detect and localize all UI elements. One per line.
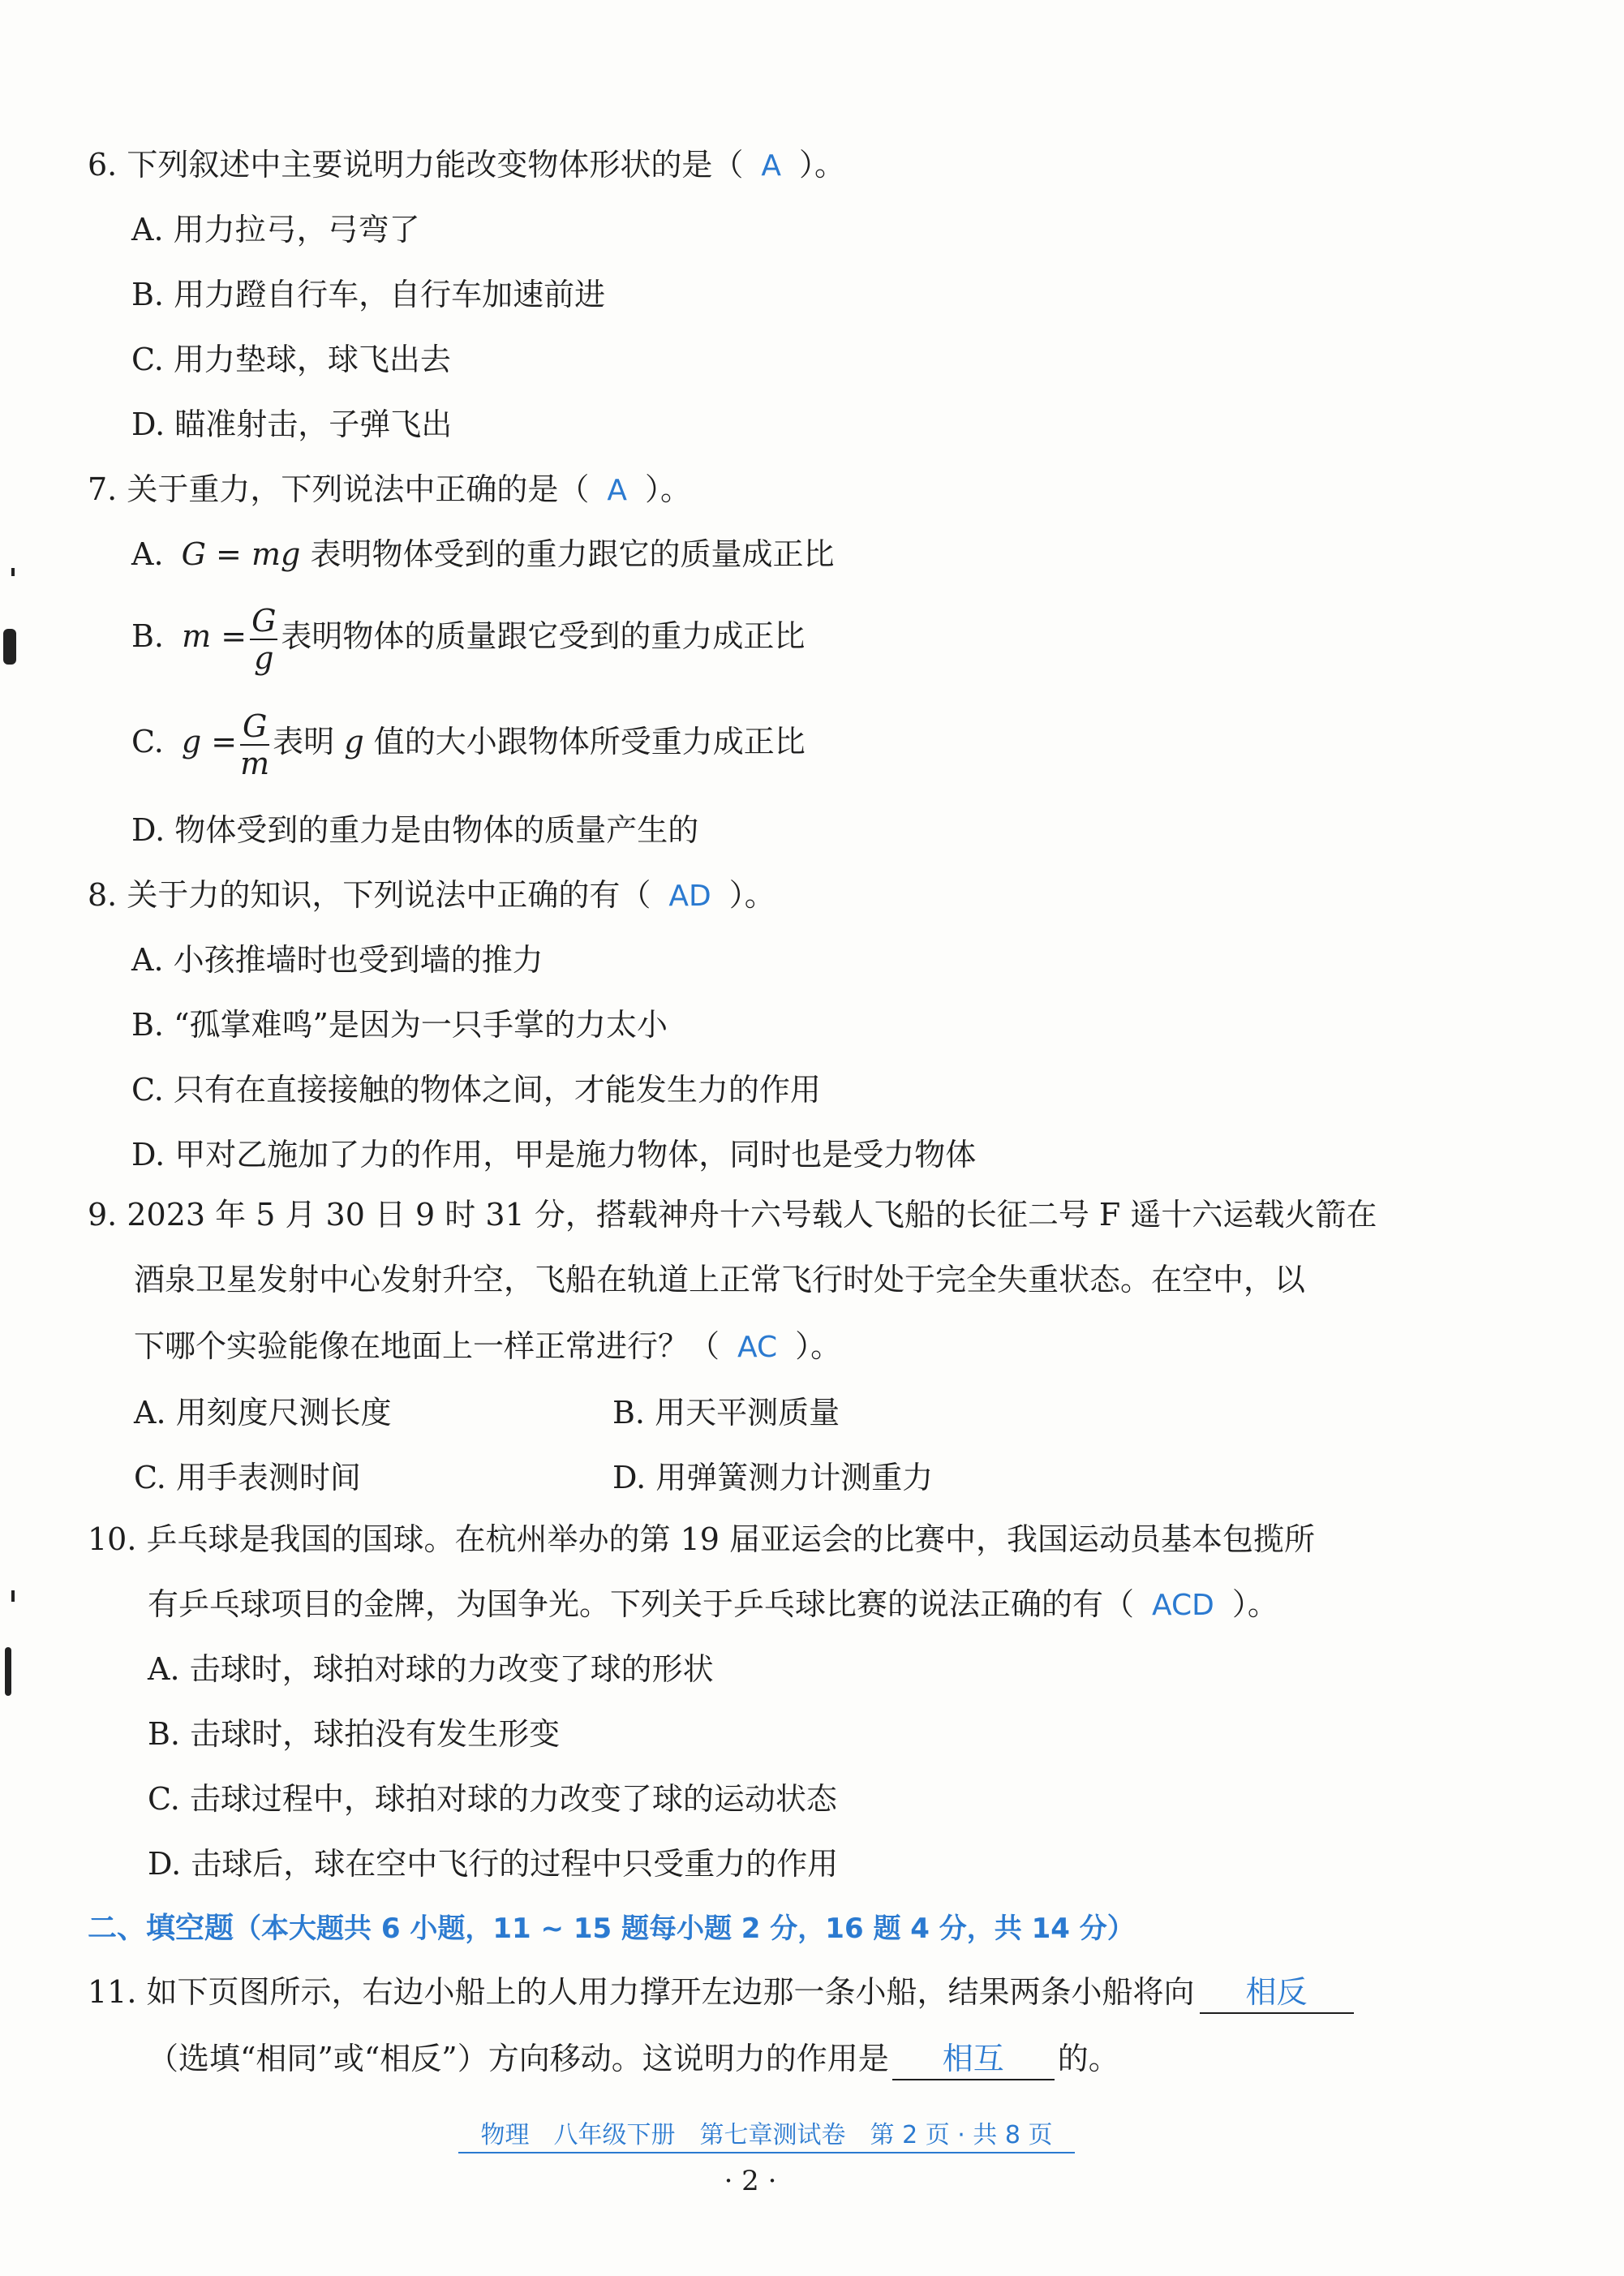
formula-g-mg: G = mg [181,536,301,572]
answer-blank-1: 相反 [1200,1972,1354,2014]
question-6-option-d: D. 瞄准射击，子弹飞出 [131,407,453,442]
question-10-close: ）。 [1231,1586,1278,1622]
denominator: m [240,745,270,781]
question-8-option-b: B. “孤掌难鸣”是因为一只手掌的力太小 [131,1007,668,1043]
question-9-answer: AC [737,1331,778,1364]
question-8-option-a: A. 小孩推墙时也受到墙的推力 [131,942,543,978]
question-10-answer: ACD [1152,1589,1214,1622]
question-9-line3 [134,1326,841,1368]
question-6-answer: A [761,149,781,183]
question-9-line1: 9. 2023 年 5 月 30 日 9 时 31 分，搭载神舟十六号载人飞船的长征二号 F 遥十六运载火箭在 [88,1197,1377,1233]
scan-mark [11,1590,15,1602]
question-6-close: ）。 [798,147,845,183]
numerator: G [240,708,269,746]
question-11-text3: 的。 [1057,2041,1119,2076]
formula-lhs-m: m = [182,618,247,654]
variable-g: g [344,724,364,759]
fraction-g-over-m [240,708,269,781]
fraction-g-over-g [250,603,277,676]
option-b-text: 表明物体的质量跟它受到的重力成正比 [281,618,806,654]
question-7-answer: A [607,474,627,507]
question-11-line1 [88,1972,1354,2014]
option-a-label: A. [131,536,164,572]
option-c-label: C. [131,724,164,759]
question-8-stem [88,875,775,917]
question-7-option-d: D. 物体受到的重力是由物体的质量产生的 [131,812,699,848]
scan-mark [3,629,16,665]
question-10-line1: 10. 乒乓球是我国的国球。在杭州举办的第 19 届亚运会的比赛中，我国运动员基本包揽所 [88,1521,1316,1557]
option-a-text: 表明物体受到的重力跟它的质量成正比 [310,536,835,572]
question-6-text: 6. 下列叙述中主要说明力能改变物体形状的是（ [88,147,744,183]
question-7-close: ）。 [644,471,691,507]
scan-mark [11,568,15,576]
question-7-option-b [131,600,805,676]
formula-lhs-g: g = [181,724,238,759]
question-8-option-c: C. 只有在直接接触的物体之间，才能发生力的作用 [131,1072,821,1108]
question-7-option-c [131,706,806,781]
question-9-option-d: D. 用弹簧测力计测重力 [612,1460,934,1495]
question-10-option-a: A. 击球时，球拍对球的力改变了球的形状 [148,1651,714,1687]
question-6-option-a: A. 用力拉弓，弓弯了 [131,212,420,247]
page-number: · 2 · [724,2165,777,2197]
denominator: g [254,639,274,676]
page-footer: 物理 八年级下册 第七章测试卷 第 2 页 · 共 8 页 [458,2115,1075,2153]
question-6-option-b: B. 用力蹬自行车，自行车加速前进 [131,277,606,312]
section-2-title: 二、填空题 [88,1912,234,1945]
question-8-close: ）。 [728,877,775,913]
question-10-option-b: B. 击球时，球拍没有发生形变 [148,1716,561,1752]
question-10-option-c: C. 击球过程中，球拍对球的力改变了球的运动状态 [148,1781,837,1817]
scan-mark [5,1647,11,1696]
question-10-option-d: D. 击球后，球在空中飞行的过程中只受重力的作用 [148,1846,839,1882]
question-6-stem [88,144,845,187]
question-9-close: ）。 [795,1328,842,1364]
question-7-stem [88,469,691,511]
question-9-option-a: A. 用刻度尺测长度 [134,1395,392,1431]
question-10-line2 [148,1584,1278,1626]
question-11-line2 [148,2038,1119,2080]
question-7-text: 7. 关于重力，下列说法中正确的是（ [88,471,590,507]
numerator: G [251,602,277,639]
option-c-text1: 表明 [273,724,335,759]
question-8-option-d: D. 甲对乙施加了力的作用，甲是施力物体，同时也是受力物体 [131,1137,977,1172]
question-6-option-c: C. 用力垫球，球飞出去 [131,342,451,377]
section-2-note: （本大题共 6 小题，11 ~ 15 题每小题 2 分，16 题 4 分，共 14 分） [234,1912,1135,1945]
option-b-label: B. [131,618,165,654]
question-10-text: 有乒乓球项目的金牌，为国争光。下列关于乒乓球比赛的说法正确的有（ [148,1586,1135,1622]
question-9-option-c: C. 用手表测时间 [134,1460,361,1495]
question-7-option-a [131,534,834,574]
section-2-heading [88,1907,1135,1949]
question-9-line2: 酒泉卫星发射中心发射升空，飞船在轨道上正常飞行时处于完全失重状态。在空中，以 [134,1262,1306,1297]
question-9-text: 下哪个实验能像在地面上一样正常进行？（ [134,1328,720,1364]
question-8-answer: AD [668,880,711,913]
question-8-text: 8. 关于力的知识，下列说法中正确的有（ [88,877,651,913]
option-c-text2: 值的大小跟物体所受重力成正比 [373,724,806,759]
question-11-text1: 11. 如下页图所示，右边小船上的人用力撑开左边那一条小船，结果两条小船将向 [88,1974,1195,2010]
question-9-option-b: B. 用天平测质量 [612,1395,840,1431]
question-11-text2: （选填“相同”或“相反”）方向移动。这说明力的作用是 [148,2041,889,2076]
answer-blank-2: 相互 [892,2038,1055,2080]
